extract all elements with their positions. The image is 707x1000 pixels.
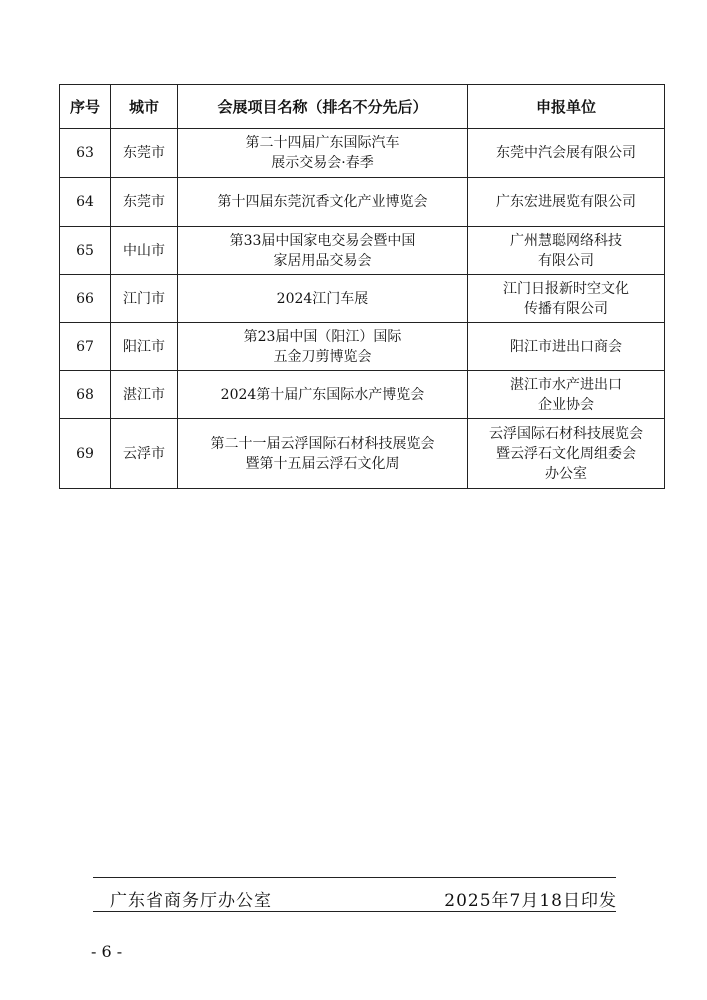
row-city: 湛江市 <box>111 371 178 419</box>
row-project: 第二十四届广东国际汽车 展示交易会·春季 <box>178 129 468 178</box>
row-city: 江门市 <box>111 275 178 323</box>
row-organizer: 广州慧聪网络科技 有限公司 <box>468 227 665 275</box>
footer-top-rule <box>93 877 616 878</box>
row-project: 第33届中国家电交易会暨中国 家居用品交易会 <box>178 227 468 275</box>
header-organizer: 申报单位 <box>468 85 665 129</box>
table-row <box>60 323 665 371</box>
footer-office: 广东省商务厅办公室 <box>110 891 272 911</box>
row-city: 东莞市 <box>111 129 178 178</box>
row-organizer: 广东宏进展览有限公司 <box>468 178 665 227</box>
row-project: 2024第十届广东国际水产博览会 <box>178 371 468 419</box>
row-organizer: 江门日报新时空文化 传播有限公司 <box>468 275 665 323</box>
row-seq: 66 <box>60 275 111 323</box>
table-header-row <box>60 85 665 129</box>
row-seq: 68 <box>60 371 111 419</box>
row-city: 云浮市 <box>111 419 178 489</box>
table-row <box>60 178 665 227</box>
exhibition-table <box>59 84 665 489</box>
header-seq: 序号 <box>60 85 111 129</box>
row-organizer: 湛江市水产进出口 企业协会 <box>468 371 665 419</box>
table-row <box>60 371 665 419</box>
row-project: 第十四届东莞沉香文化产业博览会 <box>178 178 468 227</box>
footer-bottom-rule <box>93 911 616 912</box>
row-seq: 64 <box>60 178 111 227</box>
row-seq: 69 <box>60 419 111 489</box>
row-city: 东莞市 <box>111 178 178 227</box>
row-city: 中山市 <box>111 227 178 275</box>
row-organizer: 阳江市进出口商会 <box>468 323 665 371</box>
footer-print-date: 2025年7月18日印发 <box>444 891 617 911</box>
row-organizer: 云浮国际石材科技展览会 暨云浮石文化周组委会 办公室 <box>468 419 665 489</box>
row-project: 第23届中国（阳江）国际 五金刀剪博览会 <box>178 323 468 371</box>
table-row <box>60 227 665 275</box>
row-seq: 63 <box>60 129 111 178</box>
header-project: 会展项目名称（排名不分先后） <box>178 85 468 129</box>
row-project: 2024江门车展 <box>178 275 468 323</box>
row-project: 第二十一届云浮国际石材科技展览会 暨第十五届云浮石文化周 <box>178 419 468 489</box>
table-row <box>60 275 665 323</box>
row-city: 阳江市 <box>111 323 178 371</box>
table-row <box>60 419 665 489</box>
header-city: 城市 <box>111 85 178 129</box>
table-row <box>60 129 665 178</box>
row-organizer: 东莞中汽会展有限公司 <box>468 129 665 178</box>
row-seq: 65 <box>60 227 111 275</box>
page-number: - 6 - <box>91 942 123 961</box>
row-seq: 67 <box>60 323 111 371</box>
